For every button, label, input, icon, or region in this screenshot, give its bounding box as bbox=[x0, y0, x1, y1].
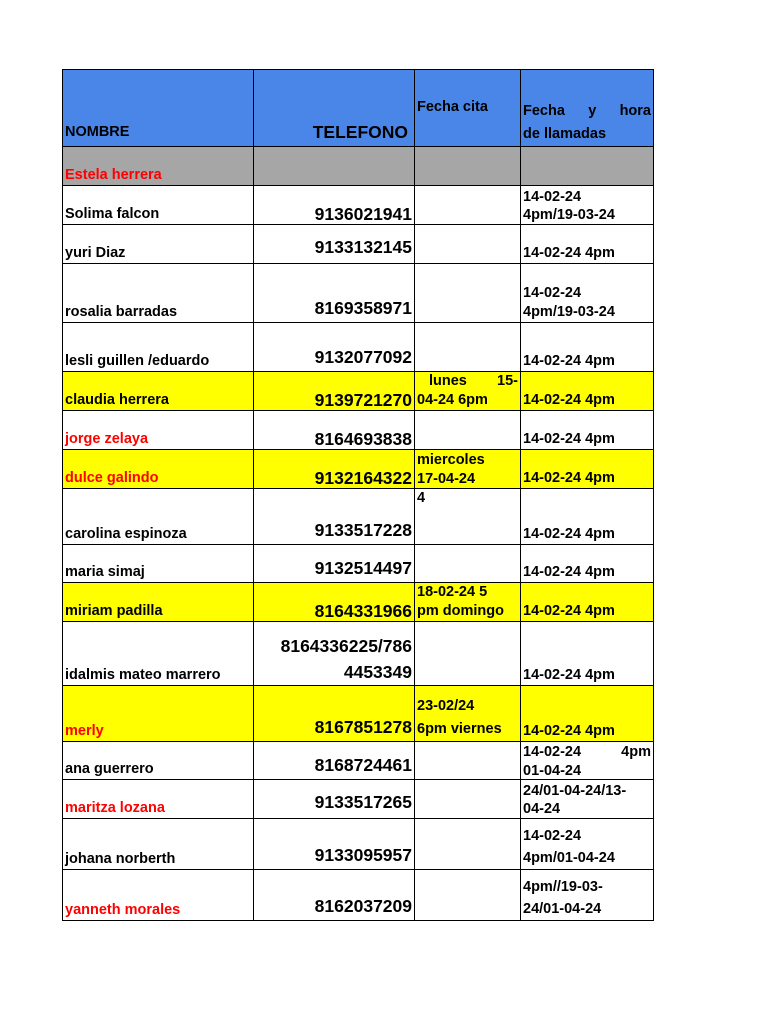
llamadas-line: 4pm//19-03- bbox=[523, 879, 603, 895]
table-row bbox=[63, 323, 654, 372]
cell-nombre[interactable]: idalmis mateo marrero bbox=[63, 622, 254, 686]
cell-nombre[interactable]: claudia herrera bbox=[63, 372, 254, 411]
cell-llamadas[interactable] bbox=[521, 264, 654, 323]
cell-llamadas[interactable] bbox=[521, 819, 654, 870]
header-telefono[interactable]: TELEFONO bbox=[254, 70, 415, 147]
header-nombre[interactable]: NOMBRE bbox=[63, 70, 254, 147]
cell-llamadas[interactable]: 14-02-24 4pm bbox=[521, 372, 654, 411]
cell-telefono[interactable]: 9133517228 bbox=[254, 489, 415, 545]
cell-fecha-cita[interactable] bbox=[415, 545, 521, 583]
table-row bbox=[63, 686, 654, 742]
llamadas-line: 01-04-24 bbox=[523, 763, 582, 779]
table-row bbox=[63, 742, 654, 780]
cell-llamadas[interactable]: 14-02-24 4pm bbox=[521, 686, 654, 742]
cell-nombre[interactable]: rosalia barradas bbox=[63, 264, 254, 323]
cell-llamadas[interactable]: 14-02-24 4pm bbox=[521, 489, 654, 545]
table-row bbox=[63, 372, 654, 411]
cell-fecha-cita[interactable] bbox=[415, 372, 521, 411]
cell-llamadas[interactable] bbox=[521, 870, 654, 921]
cell-nombre[interactable]: jorge zelaya bbox=[63, 411, 254, 450]
group-cell[interactable] bbox=[254, 147, 415, 186]
cell-telefono[interactable]: 9139721270 bbox=[254, 372, 415, 411]
table-row bbox=[63, 622, 654, 686]
cell-fecha-cita[interactable] bbox=[415, 780, 521, 819]
cell-telefono[interactable]: 9132077092 bbox=[254, 323, 415, 372]
llamadas-line: 4pm/01-04-24 bbox=[523, 850, 615, 866]
cita-line: 4 bbox=[417, 490, 426, 506]
cell-telefono[interactable]: 9133517265 bbox=[254, 780, 415, 819]
cell-telefono[interactable] bbox=[254, 622, 415, 686]
cell-fecha-cita[interactable] bbox=[415, 323, 521, 372]
table-row bbox=[63, 780, 654, 819]
cell-nombre[interactable]: maria simaj bbox=[63, 545, 254, 583]
cell-llamadas[interactable] bbox=[521, 186, 654, 225]
cell-nombre[interactable]: dulce galindo bbox=[63, 450, 254, 489]
cell-llamadas[interactable]: 14-02-24 4pm bbox=[521, 622, 654, 686]
cell-fecha-cita[interactable] bbox=[415, 583, 521, 622]
cell-llamadas[interactable]: 14-02-24 4pm bbox=[521, 583, 654, 622]
cita-line: 17-04-24 bbox=[417, 471, 476, 487]
cell-fecha-cita[interactable] bbox=[415, 686, 521, 742]
cell-fecha-cita[interactable] bbox=[415, 489, 521, 545]
cell-fecha-cita[interactable] bbox=[415, 450, 521, 506]
llamadas-line: 14-02-24 bbox=[523, 828, 582, 844]
cita-line: 04-24 6pm bbox=[417, 392, 488, 408]
cell-fecha-cita[interactable] bbox=[415, 742, 521, 780]
cita-line: lunes 15- bbox=[429, 373, 518, 389]
cell-llamadas[interactable] bbox=[521, 780, 654, 819]
cell-nombre[interactable]: ana guerrero bbox=[63, 742, 254, 780]
cita-line: miercoles bbox=[417, 452, 485, 468]
group-cell[interactable] bbox=[521, 147, 654, 186]
cell-telefono[interactable]: 8164693838 bbox=[254, 411, 415, 450]
cell-nombre[interactable]: maritza lozana bbox=[63, 780, 254, 819]
cita-line: 23-02/24 bbox=[417, 698, 475, 714]
group-cell[interactable] bbox=[415, 147, 521, 186]
table-row bbox=[63, 870, 654, 921]
cell-nombre[interactable]: johana norberth bbox=[63, 819, 254, 870]
cell-telefono[interactable]: 9133095957 bbox=[254, 819, 415, 870]
llamadas-line: 24/01-04-24/13- bbox=[523, 783, 627, 799]
table-row bbox=[63, 225, 654, 264]
header-llamadas-line2: de llamadas bbox=[523, 126, 607, 142]
cell-nombre[interactable]: yanneth morales bbox=[63, 870, 254, 921]
telefono-line: 8164336225/786 bbox=[280, 636, 412, 656]
table-row bbox=[63, 450, 654, 489]
cell-nombre[interactable]: carolina espinoza bbox=[63, 489, 254, 545]
header-llamadas-line1: Fecha y hora bbox=[523, 103, 651, 119]
header-fecha-llamadas[interactable] bbox=[521, 70, 654, 147]
cell-telefono[interactable]: 9132164322 bbox=[254, 450, 415, 489]
table-row bbox=[63, 489, 654, 545]
cell-fecha-cita[interactable] bbox=[415, 411, 521, 450]
cell-fecha-cita[interactable] bbox=[415, 264, 521, 323]
cell-fecha-cita[interactable] bbox=[415, 819, 521, 870]
cita-line: 6pm viernes bbox=[417, 721, 502, 737]
llamadas-line: 14-02-24 4pm bbox=[523, 744, 651, 760]
contacts-table bbox=[62, 69, 654, 921]
cell-nombre[interactable]: lesli guillen /eduardo bbox=[63, 323, 254, 372]
cell-telefono[interactable]: 8164331966 bbox=[254, 583, 415, 622]
cell-nombre[interactable]: Solima falcon bbox=[63, 186, 254, 225]
header-fecha-cita[interactable]: Fecha cita bbox=[415, 70, 521, 147]
group-label[interactable]: Estela herrera bbox=[63, 147, 254, 186]
cell-llamadas[interactable]: 14-02-24 4pm bbox=[521, 411, 654, 450]
table-row bbox=[63, 186, 654, 225]
cell-telefono[interactable]: 8169358971 bbox=[254, 264, 415, 323]
cell-llamadas[interactable]: 14-02-24 4pm bbox=[521, 545, 654, 583]
cita-line: 18-02-24 5 bbox=[417, 584, 488, 600]
llamadas-line: 24/01-04-24 bbox=[523, 901, 602, 917]
cell-llamadas[interactable]: 14-02-24 4pm bbox=[521, 450, 654, 489]
cell-nombre[interactable]: miriam padilla bbox=[63, 583, 254, 622]
cell-llamadas[interactable]: 14-02-24 4pm bbox=[521, 225, 654, 264]
table-row bbox=[63, 264, 654, 323]
header-row bbox=[63, 70, 654, 147]
cell-llamadas[interactable] bbox=[521, 742, 654, 780]
table-row bbox=[63, 411, 654, 450]
llamadas-line: 14-02-24 bbox=[523, 189, 582, 205]
cell-telefono[interactable]: 8162037209 bbox=[254, 870, 415, 921]
cell-fecha-cita[interactable] bbox=[415, 186, 521, 225]
cell-telefono[interactable]: 9136021941 bbox=[254, 186, 415, 225]
cell-fecha-cita[interactable] bbox=[415, 225, 521, 264]
llamadas-line: 04-24 bbox=[523, 801, 561, 817]
table-row bbox=[63, 583, 654, 622]
cell-telefono[interactable]: 8168724461 bbox=[254, 742, 415, 780]
llamadas-line: 14-02-24 bbox=[523, 285, 582, 301]
telefono-line: 4453349 bbox=[343, 662, 412, 682]
llamadas-line: 4pm/19-03-24 bbox=[523, 207, 615, 223]
table-row bbox=[63, 819, 654, 870]
table-row bbox=[63, 545, 654, 583]
cell-llamadas[interactable]: 14-02-24 4pm bbox=[521, 323, 654, 372]
cell-fecha-cita[interactable] bbox=[415, 870, 521, 921]
cita-line: pm domingo bbox=[417, 603, 504, 619]
group-row bbox=[63, 147, 654, 186]
cell-telefono[interactable]: 9132514497 bbox=[254, 545, 415, 583]
cell-telefono[interactable]: 9133132145 bbox=[254, 225, 415, 264]
llamadas-line: 4pm/19-03-24 bbox=[523, 304, 615, 320]
cell-nombre[interactable]: yuri Diaz bbox=[63, 225, 254, 264]
cell-nombre[interactable]: merly bbox=[63, 686, 254, 742]
cell-telefono[interactable]: 8167851278 bbox=[254, 686, 415, 742]
cell-fecha-cita[interactable] bbox=[415, 622, 521, 686]
